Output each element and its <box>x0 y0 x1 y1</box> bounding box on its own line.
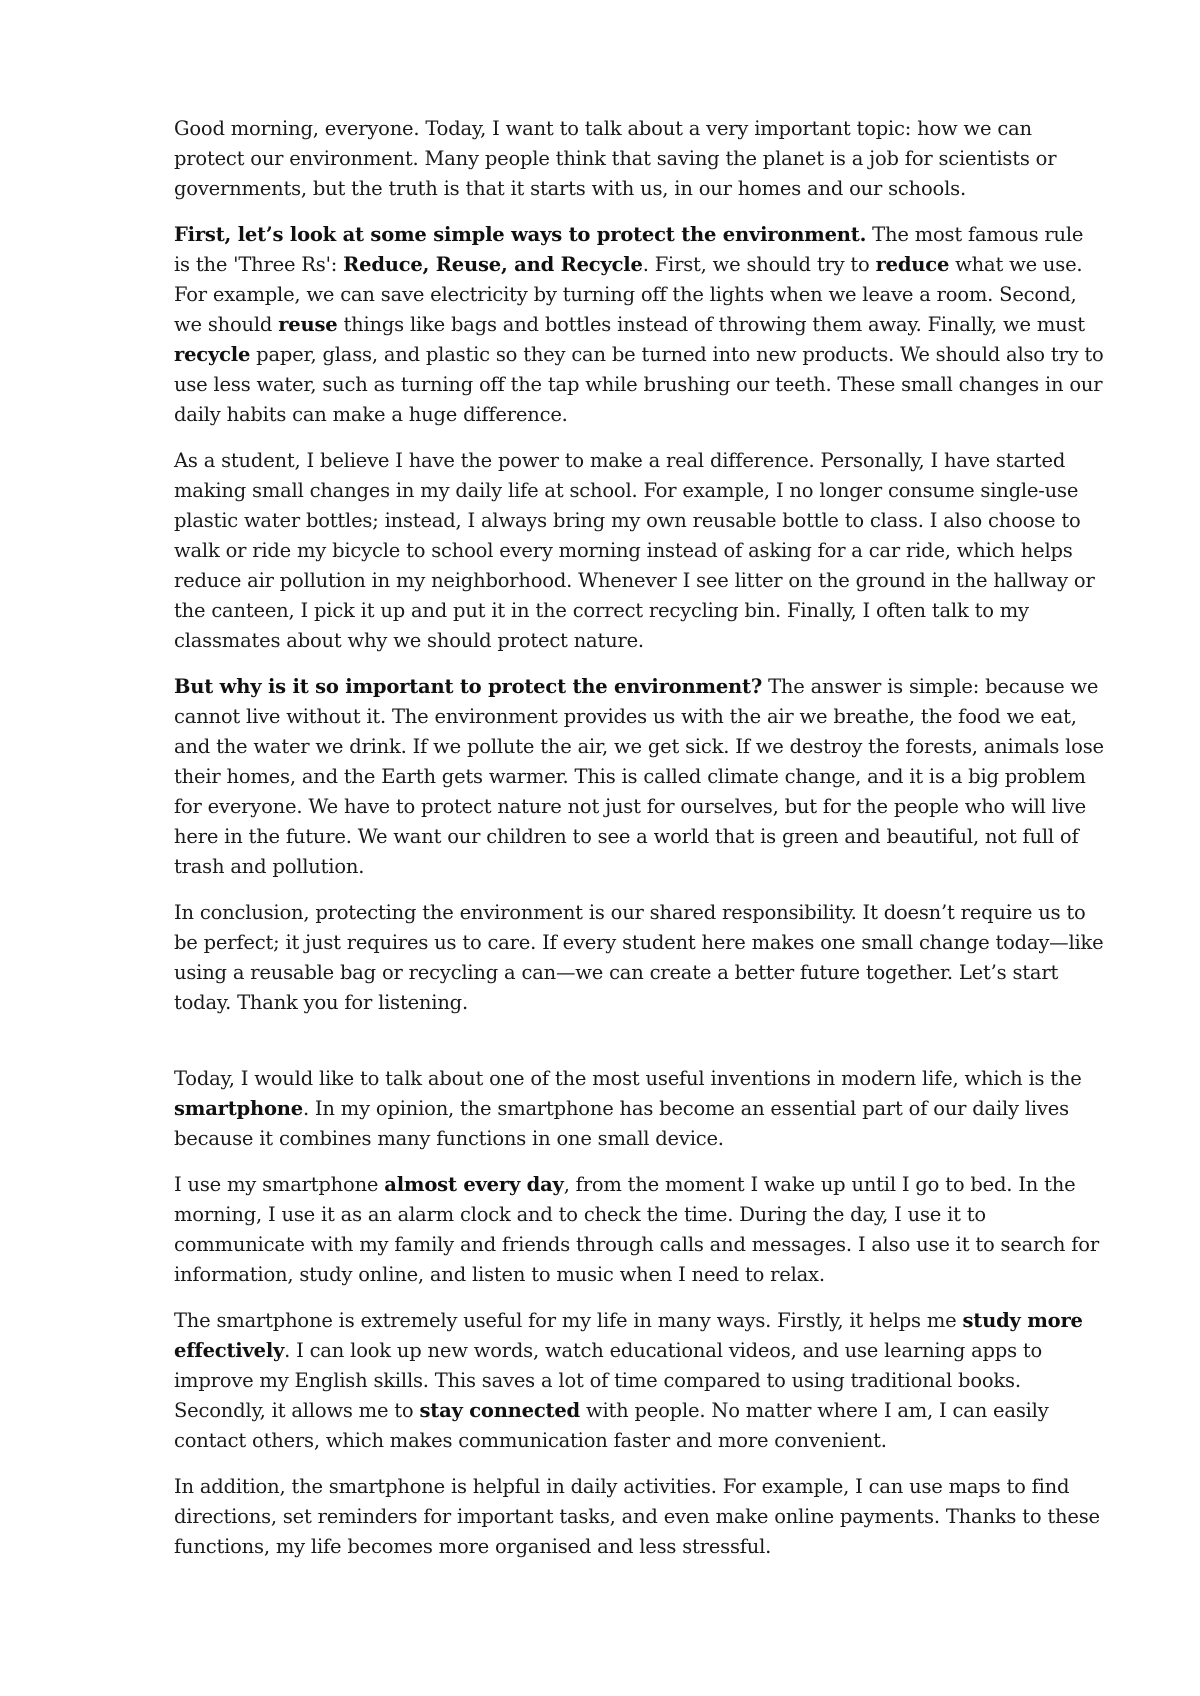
paragraph-text: paper, glass, and plastic so they can be turned into new products. We should also try to use less water, such as turning off the tap while brushing our teeth. These small changes in our daily habits can make a huge difference. <box>174 343 1104 426</box>
paragraph-text: In conclusion, protecting the environment is our shared responsibility. It doesn’t require us to be perfect; it just requires us to care. If every student here makes one small change today—like using a reusable bag or recycling a can—we can create a better future together. Let’s start today. Thank you for listening. <box>174 901 1104 1014</box>
paragraph-text: , from the moment I wake up until I go to bed. In the morning, I use it as an alarm clock and to check the time. During the day, I use it to communicate with my family and friends through calls and messages. I also use it to search for information, study online, and listen to music when I need to relax. <box>174 1173 1099 1286</box>
paragraph-text: The most famous rule is the 'Three Rs': <box>174 223 1084 276</box>
speech1-paragraph-1 <box>174 114 1104 204</box>
bold-text: stay connected <box>419 1399 580 1422</box>
document-body <box>174 114 1104 1578</box>
paragraph-text: Today, I would like to talk about one of the most useful inventions in modern life, which is the <box>174 1067 1082 1090</box>
bold-text: First, let’s look at some simple ways to protect the environment. <box>174 223 867 246</box>
speech1-paragraph-2 <box>174 220 1104 430</box>
paragraph-text: Good morning, everyone. Today, I want to talk about a very important topic: how we can protect our environment. Many people think that saving the planet is a job for scientists or governments, but the truth is that it starts with us, in our homes and our schools. <box>174 117 1057 200</box>
paragraph-text: . In my opinion, the smartphone has become an essential part of our daily lives because it combines many functions in one small device. <box>174 1097 1069 1150</box>
speech2-paragraph-4 <box>174 1472 1104 1562</box>
paragraph-text: In addition, the smartphone is helpful in daily activities. For example, I can use maps to find directions, set reminders for important tasks, and even make online payments. Thanks to these functions, my life becomes more organised and less stressful. <box>174 1475 1100 1558</box>
paragraph-text: The smartphone is extremely useful for my life in many ways. Firstly, it helps me <box>174 1309 963 1332</box>
paragraph-text: what we use. For example, we can save electricity by turning off the lights when we leave a room. Second, we should <box>174 253 1083 336</box>
speech1-paragraph-4 <box>174 672 1104 882</box>
bold-text: study more effectively <box>174 1309 1083 1362</box>
speech2-paragraph-2 <box>174 1170 1104 1290</box>
bold-text: reuse <box>278 313 338 336</box>
paragraph-text: I use my smartphone <box>174 1173 385 1196</box>
paragraph-text: The answer is simple: because we cannot live without it. The environment provides us with the air we breathe, the food we eat, and the water we drink. If we pollute the air, we get sick. If we destroy the forests, animals lose their homes, and the Earth gets warmer. This is called climate change, and it is a big problem for everyone. We have to protect nature not just for ourselves, but for the people who will live here in the future. We want our children to see a world that is green and beautiful, not full of trash and pollution. <box>174 675 1104 878</box>
section-gap <box>174 1034 1104 1064</box>
speech1-paragraph-5 <box>174 898 1104 1018</box>
paragraph-text: As a student, I believe I have the power to make a real difference. Personally, I have started making small changes in my daily life at school. For example, I no longer consume single-use plastic water bottles; instead, I always bring my own reusable bottle to class. I also choose to walk or ride my bicycle to school every morning instead of asking for a car ride, which helps reduce air pollution in my neighborhood. Whenever I see litter on the ground in the hallway or the canteen, I pick it up and put it in the correct recycling bin. Finally, I often talk to my classmates about why we should protect nature. <box>174 449 1095 652</box>
paragraph-text: . I can look up new words, watch educational videos, and use learning apps to improve my English skills. This saves a lot of time compared to using traditional books. Secondly, it allows me to <box>174 1339 1043 1422</box>
bold-text: recycle <box>174 343 251 366</box>
speech2-paragraph-3 <box>174 1306 1104 1456</box>
bold-text: almost every day <box>384 1173 564 1196</box>
speech1-paragraph-3 <box>174 446 1104 656</box>
paragraph-text: with people. No matter where I am, I can easily contact others, which makes communication faster and more convenient. <box>174 1399 1049 1452</box>
bold-text: Reduce, Reuse, and Recycle <box>343 253 643 276</box>
bold-text: smartphone <box>174 1097 303 1120</box>
speech2-paragraph-1 <box>174 1064 1104 1154</box>
paragraph-text: . First, we should try to <box>642 253 876 276</box>
bold-text: But why is it so important to protect the environment? <box>174 675 763 698</box>
bold-text: reduce <box>875 253 950 276</box>
paragraph-text: things like bags and bottles instead of throwing them away. Finally, we must <box>337 313 1085 336</box>
